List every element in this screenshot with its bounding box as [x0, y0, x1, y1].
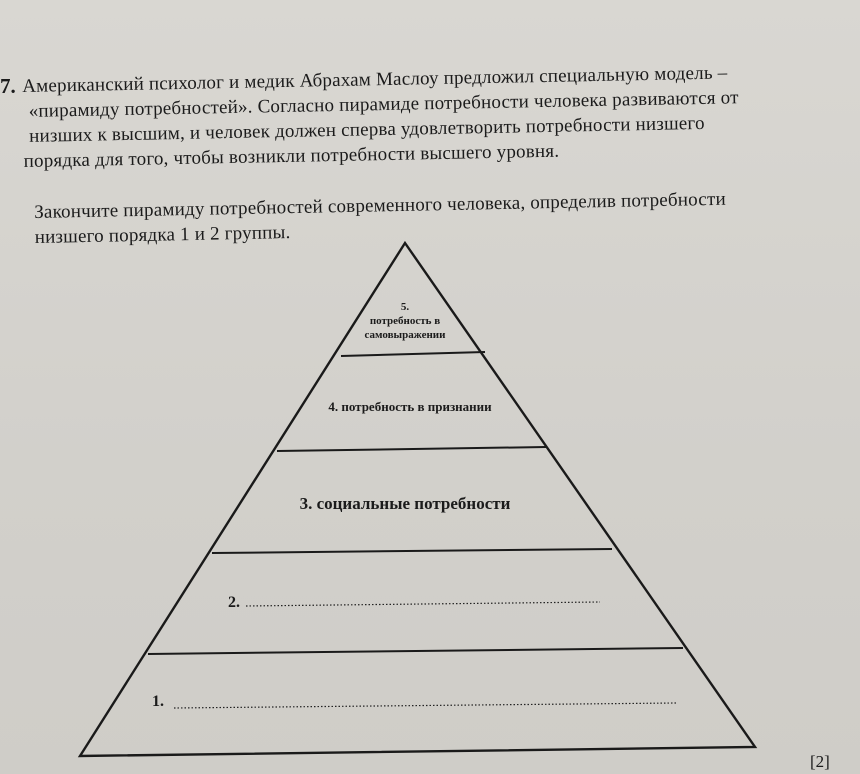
instruction-line-1: Закончите пирамиду потребностей современного человека, определив потребности	[34, 188, 727, 223]
answer-line-1	[174, 703, 676, 708]
level-5-text-line-2: самовыражении	[364, 329, 446, 341]
level-5-text-line-1: потребность в	[369, 315, 441, 327]
question-number: 7.	[0, 74, 16, 98]
intro-line-3: низших к высшим, и человек должен сперва удовлетворить потребности низшего	[28, 112, 705, 147]
intro-line-2: «пирамиду потребностей». Согласно пирамиде потребности человека развиваются от	[28, 87, 739, 122]
divider-2-1	[148, 648, 683, 654]
points-badge: [2]	[810, 752, 830, 771]
divider-4-3	[277, 447, 546, 451]
level-1-number: 1.	[152, 693, 164, 710]
level-5-number: 5.	[400, 301, 410, 313]
divider-5-4	[341, 352, 485, 356]
level-4-label: 4. потребность в признании	[328, 399, 492, 414]
answer-line-2	[246, 602, 600, 606]
level-2-number: 2.	[228, 594, 240, 611]
level-5-label	[335, 300, 475, 342]
intro-line-4: порядка для того, чтобы возникли потребности высшего уровня.	[23, 140, 560, 172]
instruction-line-2: низшего порядка 1 и 2 группы.	[34, 222, 291, 248]
divider-3-2	[212, 549, 612, 553]
intro-line-1: Американский психолог и медик Абрахам Маслоу предложил специальную модель –	[22, 62, 728, 97]
level-3-label: 3. социальные потребности	[299, 494, 511, 513]
